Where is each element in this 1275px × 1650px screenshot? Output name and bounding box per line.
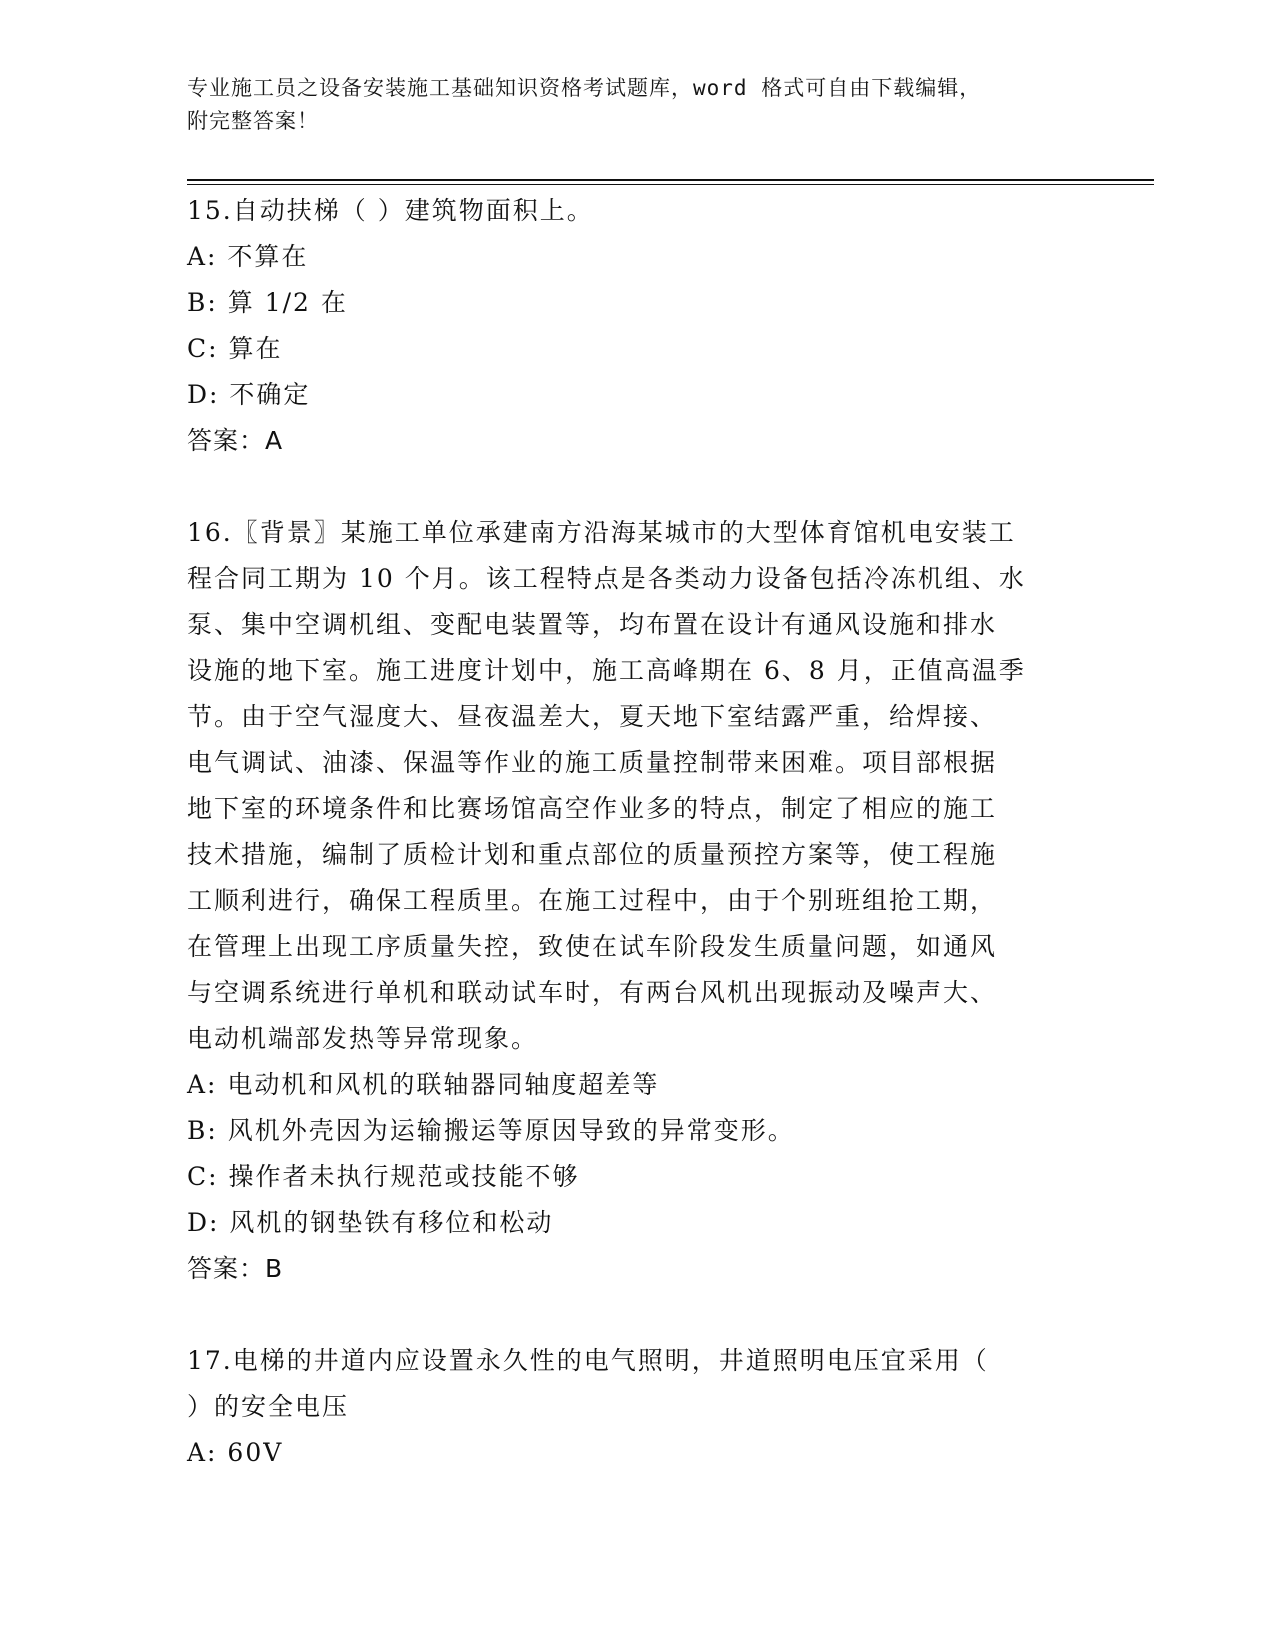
question-stem: 节。由于空气湿度大、昼夜温差大，夏天地下室结露严重，给焊接、 [187, 702, 998, 731]
question-stem: 泵、集中空调机组、变配电装置等，均布置在设计有通风设施和排水 [187, 610, 998, 639]
question-block [187, 188, 1087, 464]
answer-line: 答案：A [187, 426, 284, 455]
option-c: C: 算在 [187, 334, 283, 363]
option-a: A: 60V [187, 1438, 284, 1467]
question-block [187, 1338, 1087, 1476]
question-list [187, 188, 1087, 1476]
question-stem: 地下室的环境条件和比赛场馆高空作业多的特点，制定了相应的施工 [187, 794, 998, 823]
answer-line: 答案：B [187, 1254, 284, 1283]
spacer [187, 464, 1087, 510]
question-block [187, 510, 1087, 1292]
question-stem: 在管理上出现工序质量失控，致使在试车阶段发生质量问题，如通风 [187, 932, 998, 961]
option-b: B: 算 1/2 在 [187, 288, 348, 317]
question-stem: 技术措施，编制了质检计划和重点部位的质量预控方案等，使工程施 [187, 840, 998, 869]
spacer [187, 1292, 1087, 1338]
option-d: D: 不确定 [187, 380, 311, 409]
header-divider [187, 179, 1154, 181]
option-a: A: 不算在 [187, 242, 309, 271]
option-d: D: 风机的钢垫铁有移位和松动 [187, 1208, 554, 1237]
question-stem: 16.〖背景〗某施工单位承建南方沿海某城市的大型体育馆机电安装工 [187, 518, 1016, 547]
question-stem: 电动机端部发热等异常现象。 [187, 1024, 539, 1053]
question-stem: 与空调系统进行单机和联动试车时，有两台风机出现振动及噪声大、 [187, 978, 998, 1007]
header-line: 附完整答案！ [187, 109, 319, 133]
option-a: A: 电动机和风机的联轴器同轴度超差等 [187, 1070, 660, 1099]
option-c: C: 操作者未执行规范或技能不够 [187, 1162, 580, 1191]
option-b: B: 风机外壳因为运输搬运等原因导致的异常变形。 [187, 1116, 795, 1145]
question-stem: 设施的地下室。施工进度计划中，施工高峰期在 6、8 月，正值高温季 [187, 656, 1026, 685]
question-stem: 电气调试、油漆、保温等作业的施工质量控制带来困难。项目部根据 [187, 748, 998, 777]
question-stem: 17.电梯的井道内应设置永久性的电气照明，井道照明电压宜采用（ [187, 1346, 989, 1375]
header-line: 专业施工员之设备安装施工基础知识资格考试题库，word 格式可自由下载编辑， [187, 76, 982, 100]
question-stem: ）的安全电压 [187, 1392, 350, 1421]
header-divider-thin [187, 184, 1154, 185]
question-stem: 程合同工期为 10 个月。该工程特点是各类动力设备包括冷冻机组、水 [187, 564, 1026, 593]
question-stem: 工顺利进行，确保工程质里。在施工过程中，由于个别班组抢工期， [187, 886, 998, 915]
question-stem: 15.自动扶梯（ ）建筑物面积上。 [187, 196, 594, 225]
document-header [187, 72, 1087, 138]
